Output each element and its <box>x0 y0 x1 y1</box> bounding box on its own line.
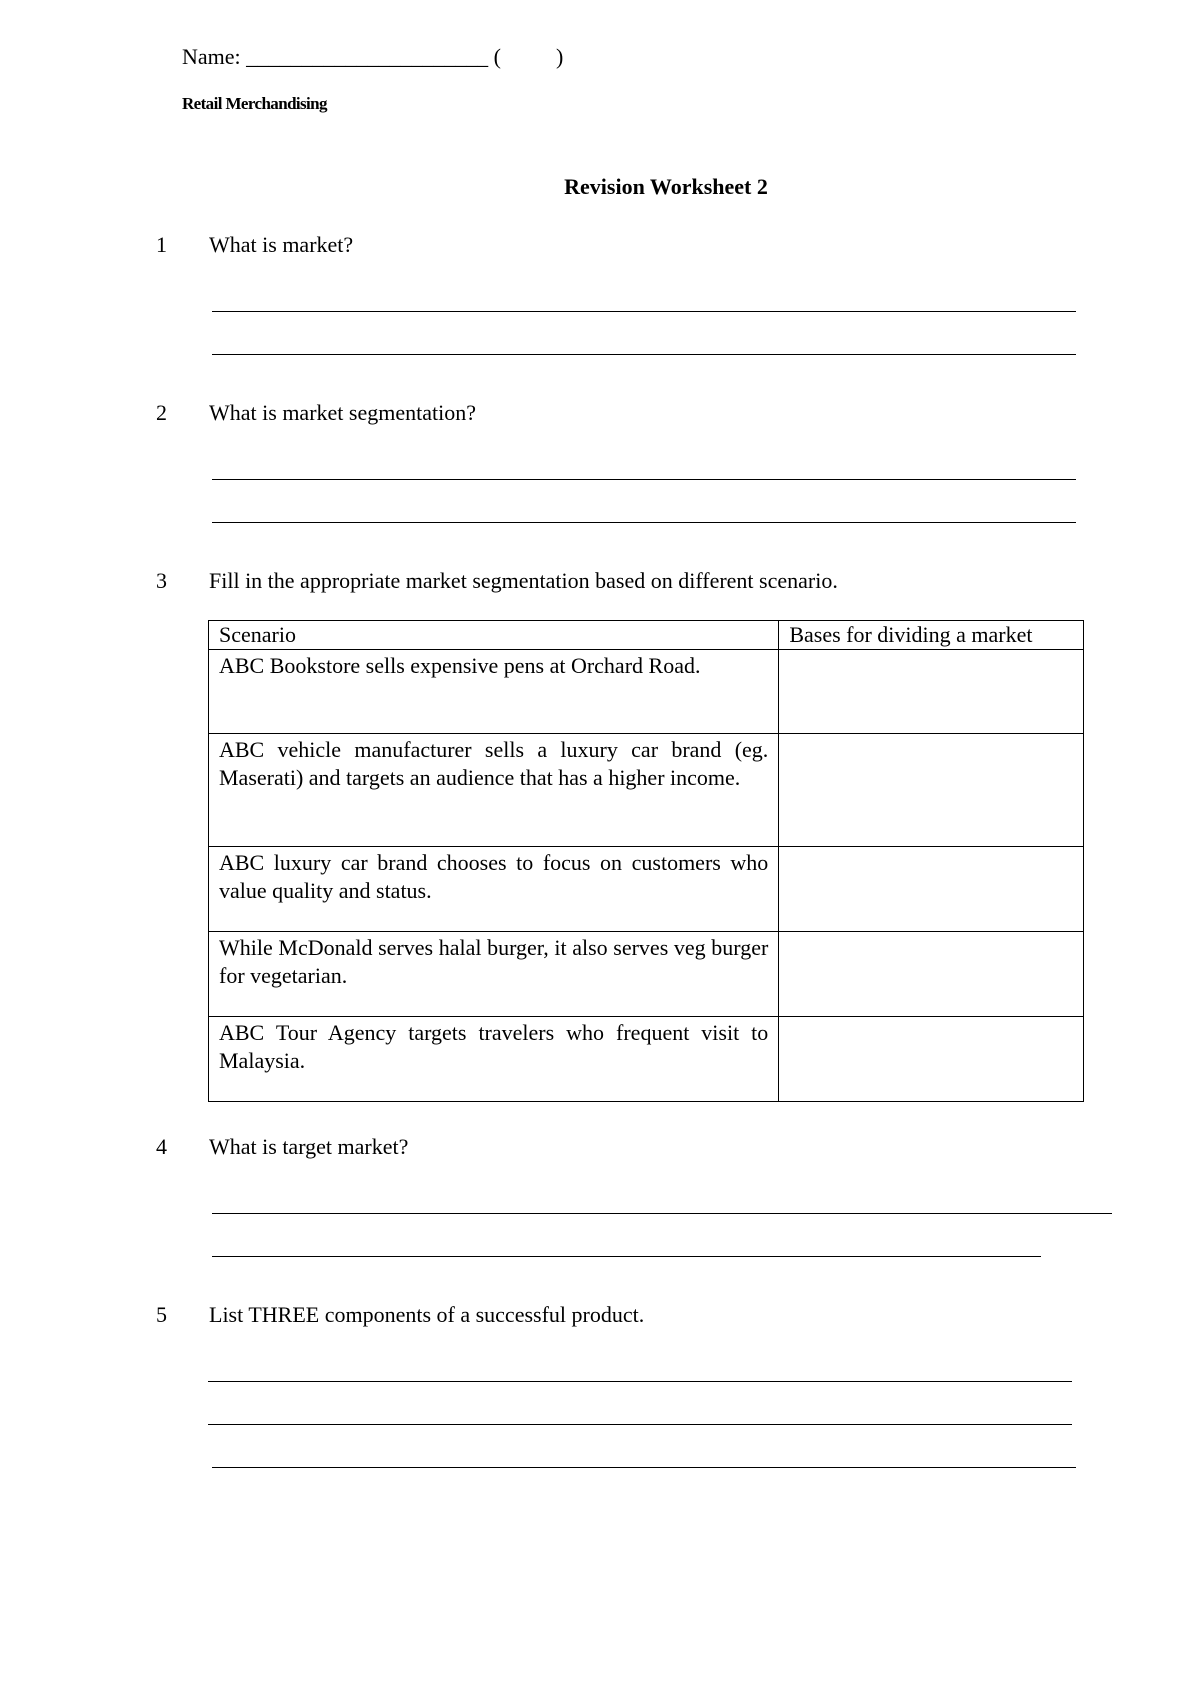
subject-label: Retail Merchandising <box>182 94 327 113</box>
worksheet-title: Revision Worksheet 2 <box>564 174 768 199</box>
basis-answer-cell[interactable] <box>779 1017 1084 1102</box>
table-row <box>209 932 1084 1017</box>
answer-line-q1-1[interactable] <box>212 311 1076 312</box>
question-1-text: What is market? <box>209 232 354 257</box>
answer-line-q5-1[interactable] <box>208 1381 1072 1382</box>
answer-line-q2-1[interactable] <box>212 479 1076 480</box>
answer-line-q4-1[interactable] <box>212 1213 1112 1214</box>
answer-line-q2-2[interactable] <box>212 522 1076 523</box>
column-header-bases: Bases for dividing a market <box>779 621 1084 650</box>
question-1-number: 1 <box>156 232 167 257</box>
basis-answer-cell[interactable] <box>779 847 1084 932</box>
question-3-text: Fill in the appropriate market segmentation based on different scenario. <box>209 568 838 593</box>
scenario-cell: ABC luxury car brand chooses to focus on customers who value quality and status. <box>209 847 779 932</box>
question-5-number: 5 <box>156 1302 167 1327</box>
basis-answer-cell[interactable] <box>779 932 1084 1017</box>
table-row <box>209 650 1084 734</box>
table-row <box>209 847 1084 932</box>
answer-line-q1-2[interactable] <box>212 354 1076 355</box>
answer-line-q5-2[interactable] <box>208 1424 1072 1425</box>
column-header-scenario: Scenario <box>209 621 779 650</box>
question-5-text: List THREE components of a successful product. <box>209 1302 645 1327</box>
scenario-cell: While McDonald serves halal burger, it also serves veg burger for vegetarian. <box>209 932 779 1017</box>
answer-line-q4-2[interactable] <box>212 1256 1041 1257</box>
table-row <box>209 1017 1084 1102</box>
question-4-text: What is target market? <box>209 1134 409 1159</box>
question-2-text: What is market segmentation? <box>209 400 476 425</box>
scenario-cell: ABC Bookstore sells expensive pens at Orchard Road. <box>209 650 779 734</box>
scenario-cell: ABC Tour Agency targets travelers who frequent visit to Malaysia. <box>209 1017 779 1102</box>
question-2-number: 2 <box>156 400 167 425</box>
name-field-line[interactable]: Name: ______________________ ( ) <box>182 44 564 69</box>
table-row <box>209 734 1084 847</box>
scenario-cell: ABC vehicle manufacturer sells a luxury car brand (eg. Maserati) and targets an audience that has a higher income. <box>209 734 779 847</box>
segmentation-table <box>208 620 1084 1102</box>
table-header-row <box>209 621 1084 650</box>
question-4-number: 4 <box>156 1134 167 1159</box>
question-3-number: 3 <box>156 568 167 593</box>
answer-line-q5-3[interactable] <box>212 1467 1076 1468</box>
basis-answer-cell[interactable] <box>779 650 1084 734</box>
basis-answer-cell[interactable] <box>779 734 1084 847</box>
